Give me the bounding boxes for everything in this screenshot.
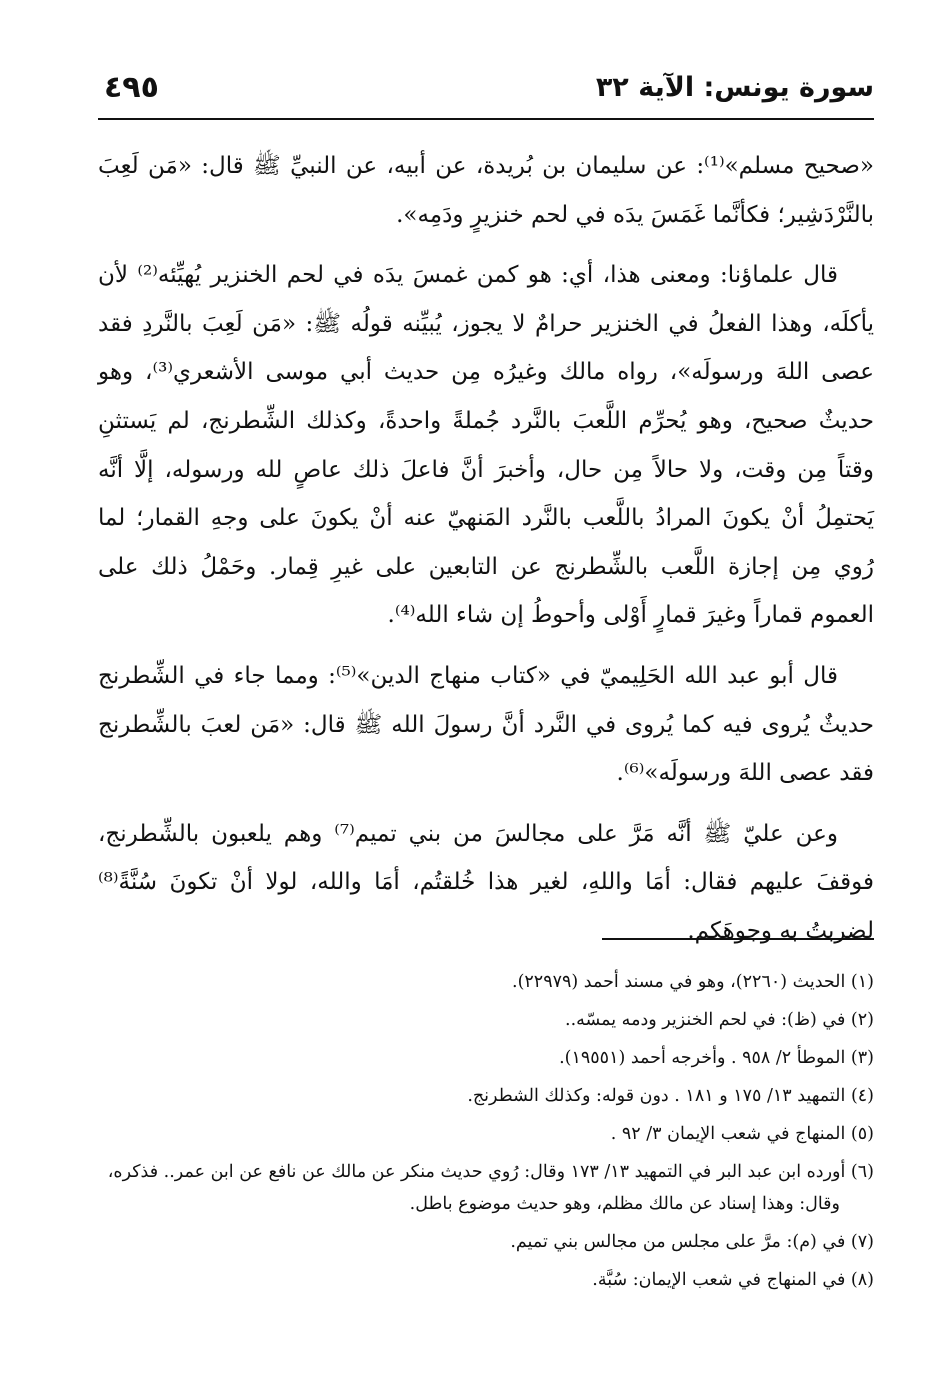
- footnote-separator: [602, 938, 874, 940]
- footnote-6: (٦) أورده ابن عبد البر في التمهيد ١٣/ ١٧٣ وقال: رُوي حديث منكر عن مالك عن نافع عن ابن عمر.. فذكره، وقال: وهذا إسناد عن مالك مظلم، وهو حديث موضوع باطل.: [107, 1162, 874, 1214]
- page-header: [98, 62, 874, 120]
- running-title: سورة يونس: الآية ٣٢: [595, 72, 874, 103]
- footnote-3: (٣) الموطأ ٢/ ٩٥٨ . وأخرجه أحمد (١٩٥٥١).: [559, 1048, 874, 1068]
- footnotes: [98, 966, 874, 1302]
- footnote-7: (٧) في (م): مرَّ على مجلس من مجالس بني تميم.: [510, 1232, 874, 1252]
- page-number: ٤٩٥: [104, 70, 159, 105]
- footnote-1: (١) الحديث (٢٢٦٠)، وهو في مسند أحمد (٢٢٩٧٩).: [512, 972, 874, 992]
- footnote-8: (٨) في المنهاج في شعب الإيمان: سُبَّة.: [592, 1270, 874, 1290]
- paragraph-4: وعن عليّ ﷺ أنَّه مَرَّ على مجالسَ من بني تميم⁽⁷⁾ وهم يلعبون بالشِّطرنج، فوقفَ عليهم فقال: أمَا واللهِ، لغير هذا خُلقتُم، أمَا والله، لولا أنْ تكونَ سُنَّةً⁽⁸⁾ لضربتُ به وجوهَكم.: [98, 820, 874, 944]
- paragraph-2: قال علماؤنا: ومعنى هذا، أي: هو كمن غمسَ يدَه في لحم الخنزير يُهيِّئه⁽²⁾ لأن يأكلَه، وهذا الفعلُ في الخنزير حرامٌ لا يجوز، يُبيِّنه قولُه ﷺ: «مَن لَعِبَ بالنَّردِ فقد عصى اللهَ ورسولَه»، رواه مالك وغيرُه مِن حديث أبي موسى الأشعري⁽³⁾، وهو حديثٌ صحيح، وهو يُحرِّم اللَّعبَ بالنَّرد جُملةً واحدةً، وكذلك الشِّطرنج، لم يَستثنِ وقتاً مِن وقت، ولا حالاً مِن حال، وأخبرَ أنَّ فاعلَ ذلك عاصٍ لله ورسوله، إلَّا أنَّه يَحتمِلُ أنْ يكونَ المرادُ باللَّعب بالنَّرد المَنهيّ عنه أنْ يكونَ على وجهِ القمار؛ لما رُوي مِن إجازة اللَّعب بالشِّطرنج عن التابعين على غيرِ قِمار. وحَمْلُ ذلك على العموم قماراً وغيرَ قمارٍ أَوْلى وأحوطُ إن شاء الله⁽⁴⁾.: [98, 262, 874, 629]
- paragraph-3: قال أبو عبد الله الحَلِيميّ في «كتاب منهاج الدين»⁽⁵⁾: ومما جاء في الشِّطرنج حديثٌ يُروى فيه كما يُروى في النَّرد أنَّ رسولَ الله ﷺ قال: «مَن لعبَ بالشِّطرنج فقد عصى اللهَ ورسولَه»⁽⁶⁾.: [98, 662, 874, 787]
- footnote-2: (٢) في (ظ): في لحم الخنزير ودمه يمسّه..: [565, 1010, 874, 1030]
- paragraph-1: «صحيح مسلم»⁽¹⁾: عن سليمان بن بُريدة، عن أبيه، عن النبيِّ ﷺ قال: «مَن لَعِبَ بالنَّرْدَشِير؛ فكأنَّما غَمَسَ يدَه في لحم خنزيرٍ ودَمِه».: [98, 153, 874, 228]
- footnote-4: (٤) التمهيد ١٣/ ١٧٥ و ١٨١ . دون قوله: وكذلك الشطرنج.: [467, 1086, 874, 1106]
- main-text: [98, 142, 874, 968]
- footnote-5: (٥) المنهاج في شعب الإيمان ٣/ ٩٢ .: [610, 1124, 874, 1144]
